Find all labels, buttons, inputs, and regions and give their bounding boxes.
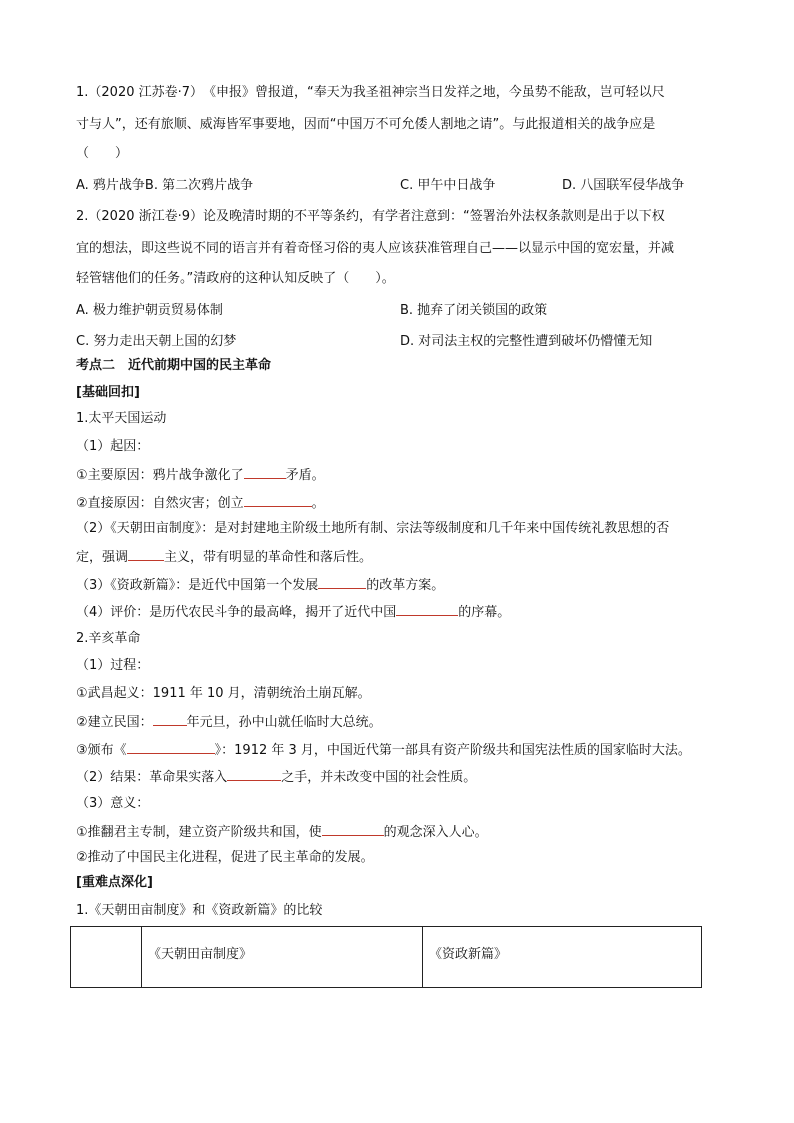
topic2-result: （2）结果：革命果实落入 之手，并未改变中国的社会性质。 [76,767,476,787]
topic2-republic: ②建立民国： 年元旦，孙中山就任临时大总统。 [76,712,382,732]
q1-option-ab: A. 鸦片战争B. 第二次鸦片战争 [76,178,254,193]
table-corner-cell [71,927,142,988]
q1-option-c: C. 甲午中日战争 [400,178,496,193]
q2-option-c: C. 努力走出天朝上国的幻梦 [76,334,237,349]
topic1-zizheng: （3）《资政新篇》：是近代中国第一个发展 的改革方案。 [76,575,444,595]
topic2-constitution: ③颁布《 》：1912 年 3 月，中国近代第一部具有资产阶级共和国宪法性质的国家临时大法。 [76,740,691,760]
fill-blank[interactable] [227,767,281,781]
topic2-significance-2: ②推动了中国民主化进程，促进了民主革命的发展。 [76,850,374,865]
section-title: 考点二 近代前期中国的民主革命 [76,358,272,373]
fill-blank[interactable] [128,547,164,561]
q2-option-b: B. 抛弃了闭关锁国的政策 [400,303,548,318]
fill-blank[interactable] [127,740,215,754]
basics-heading: [基础回扣] [76,385,140,400]
topic1-title: 1.太平天国运动 [76,411,167,426]
table-header-zizheng: 《资政新篇》 [423,927,702,988]
q2-option-a: A. 极力维护朝贡贸易体制 [76,303,223,318]
table-row [71,927,702,988]
fill-blank[interactable] [153,712,187,726]
topic2-process: （1）过程： [76,658,150,673]
topic1-tianchao-line1: （2）《天朝田亩制度》：是对封建地主阶级土地所有制、宗法等级制度和几千年来中国传统礼教思想的否 [76,521,670,536]
q2-stem-line3: 轻管辖他们的任务。”清政府的这种认知反映了（ ）。 [76,271,395,286]
deepening-heading: [重难点深化] [76,875,153,890]
fill-blank[interactable] [244,493,312,507]
fill-blank[interactable] [318,575,366,589]
table-header-tianchao: 《天朝田亩制度》 [142,927,423,988]
q1-option-d: D. 八国联军侵华战争 [562,178,685,193]
topic2-significance: （3）意义： [76,796,150,811]
topic1-main-cause: ①主要原因：鸦片战争激化了 矛盾。 [76,465,325,485]
topic1-tianchao-line2: 定，强调 主义，带有明显的革命性和落后性。 [76,547,372,567]
topic1-direct-cause: ②直接原因：自然灾害；创立 。 [76,493,325,513]
topic1-evaluation: （4）评价：是历代农民斗争的最高峰，揭开了近代中国 的序幕。 [76,602,510,622]
q2-stem-line2: 宜的想法，即这些说不同的语言并有着奇怪习俗的夷人应该获准管理自己——以显示中国的宽宏量，并减 [76,241,675,256]
q2-stem-line1: 2.（2020 浙江卷·9）论及晚清时期的不平等条约，有学者注意到：“签署治外法权条款则是出于以下权 [76,209,665,224]
topic2-title: 2.辛亥革命 [76,631,141,646]
comparison-table [70,926,702,988]
q2-option-d: D. 对司法主权的完整性遭到破坏仍懵懂无知 [400,334,653,349]
comparison-title: 1.《天朝田亩制度》和《资政新篇》的比较 [76,903,323,918]
q1-stem-line2: 寸与人”，还有旅顺、威海皆军事要地，因而“中国万不可允倭人割地之请”。与此报道相关的战争应是 [76,117,656,132]
fill-blank[interactable] [322,822,384,836]
q1-stem-line1: 1.（2020 江苏卷·7） 《申报》曾报道，“奉天为我圣祖神宗当日发祥之地，今虽势不能敌，岂可轻以尺 [76,85,665,100]
topic2-wuchang: ①武昌起义：1911 年 10 月，清朝统治土崩瓦解。 [76,686,371,701]
topic1-cause: （1）起因： [76,439,150,454]
fill-blank[interactable] [244,465,286,479]
q1-stem-line3: （ ） [76,146,129,161]
topic2-significance-1: ①推翻君主专制，建立资产阶级共和国，使 的观念深入人心。 [76,822,488,842]
fill-blank[interactable] [396,602,458,616]
